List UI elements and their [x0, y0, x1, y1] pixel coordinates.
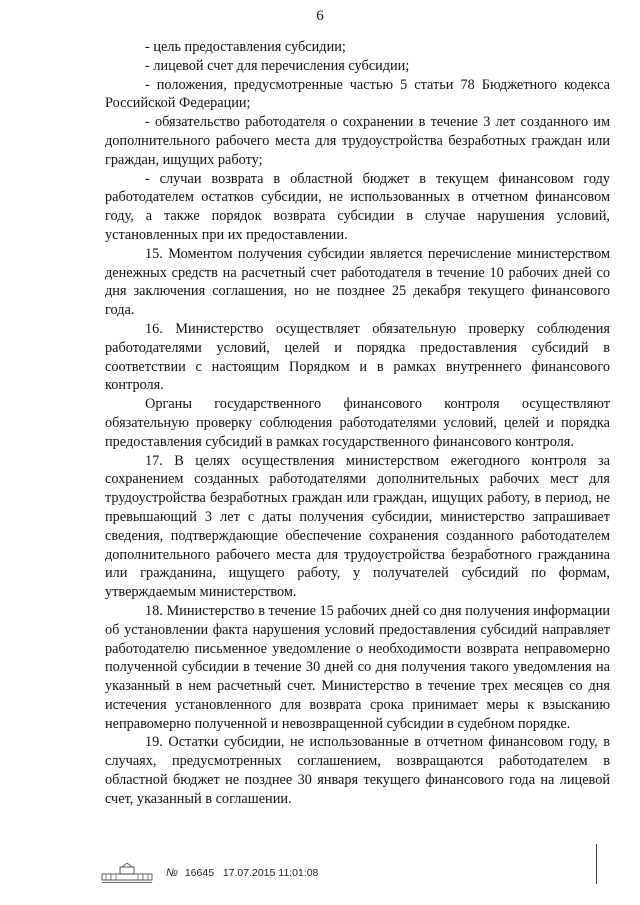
paragraph-clause-19: 19. Остатки субсидии, не использованные в отчетном финансовом году, в случаях, предусмотренных соглашением, возвращаются работодателем в областной бюджет не позднее 30 января текущего финансового года на лицевой счет, указанный в соглашении. [105, 734, 610, 807]
paragraph-list-item: - цель предоставления субсидии; [145, 39, 346, 55]
paragraph-list-item: - лицевой счет для перечисления субсидии; [145, 57, 410, 74]
document-number: 16645 [184, 867, 215, 879]
paragraph-list-item: - обязательство работодателя о сохранении в течение 3 лет созданного им дополнительного рабочего места для трудоустройства безработных граждан или граждан, ищущих работу; [105, 114, 610, 168]
paragraph-clause-15: 15. Моментом получения субсидии является перечисление министерством денежных средств на расчетный счет работодателя в течение 10 рабочих дней со дня заключения соглашения, но не позднее 25 декабря текущего финансового года. [105, 245, 610, 319]
building-logo-icon [100, 862, 154, 884]
page-number: 6 [316, 8, 324, 24]
paragraph-clause-16-control: Органы государственного финансового контроля осуществляют обязательную проверку соблюдения работодателями условий, целей и порядка предоставления субсидий в рамках государственного финансового контроля. [105, 396, 610, 450]
document-registration [166, 867, 318, 879]
paragraph-clause-18: 18. Министерство в течение 15 рабочих дней со дня получения информации об установлении факта нарушения условий предоставления субсидий направляет работодателю письменное уведомление о необходимости возврата неправомерно полученной субсидии в течение 30 дней со дня получения такого уведомления на указанный в нем расчетный счет. Министерство в течение трех месяцев со дня истечения установленного для возврата срока принимает меры к взысканию неправомерно полученной и невозвращенной субсидии в судебном порядке. [105, 602, 610, 732]
document-body [105, 38, 610, 809]
paragraph-clause-16: 16. Министерство осуществляет обязательную проверку соблюдения работодателями условий, целей и порядка предоставления субсидий в соответствии с настоящим Порядком и в рамках внутреннего финансового контроля. [105, 320, 610, 394]
document-footer [100, 862, 318, 884]
number-mark: № [166, 867, 178, 879]
scan-artifact-line [596, 844, 597, 884]
paragraph-list-item: - случаи возврата в областной бюджет в текущем финансовом году работодателем остатков субсидии, не использованных в отчетном финансовом году, а также порядок возврата субсидии в случае нарушения условий, установленных при их предоставлении. [105, 170, 610, 243]
document-datetime: 17.07.2015 11:01:08 [222, 867, 319, 879]
paragraph-clause-17: 17. В целях осуществления министерством ежегодного контроля за сохранением созданных работодателями дополнительных рабочих мест для трудоустройства безработных граждан или граждан, ищущих работу, в период, не превышающий 3 лет с даты получения субсидии, министерство запрашивает сведения, подтверждающие обеспечение сохранения созданного работодателем дополнительного рабочего места для трудоустройства безработного гражданина или гражданина, ищущего работу, у получателей субсидий по формам, утверждаемым министерством. [105, 452, 610, 601]
paragraph-list-item: - положения, предусмотренные частью 5 статьи 78 Бюджетного кодекса Российской Федерации; [105, 76, 610, 112]
